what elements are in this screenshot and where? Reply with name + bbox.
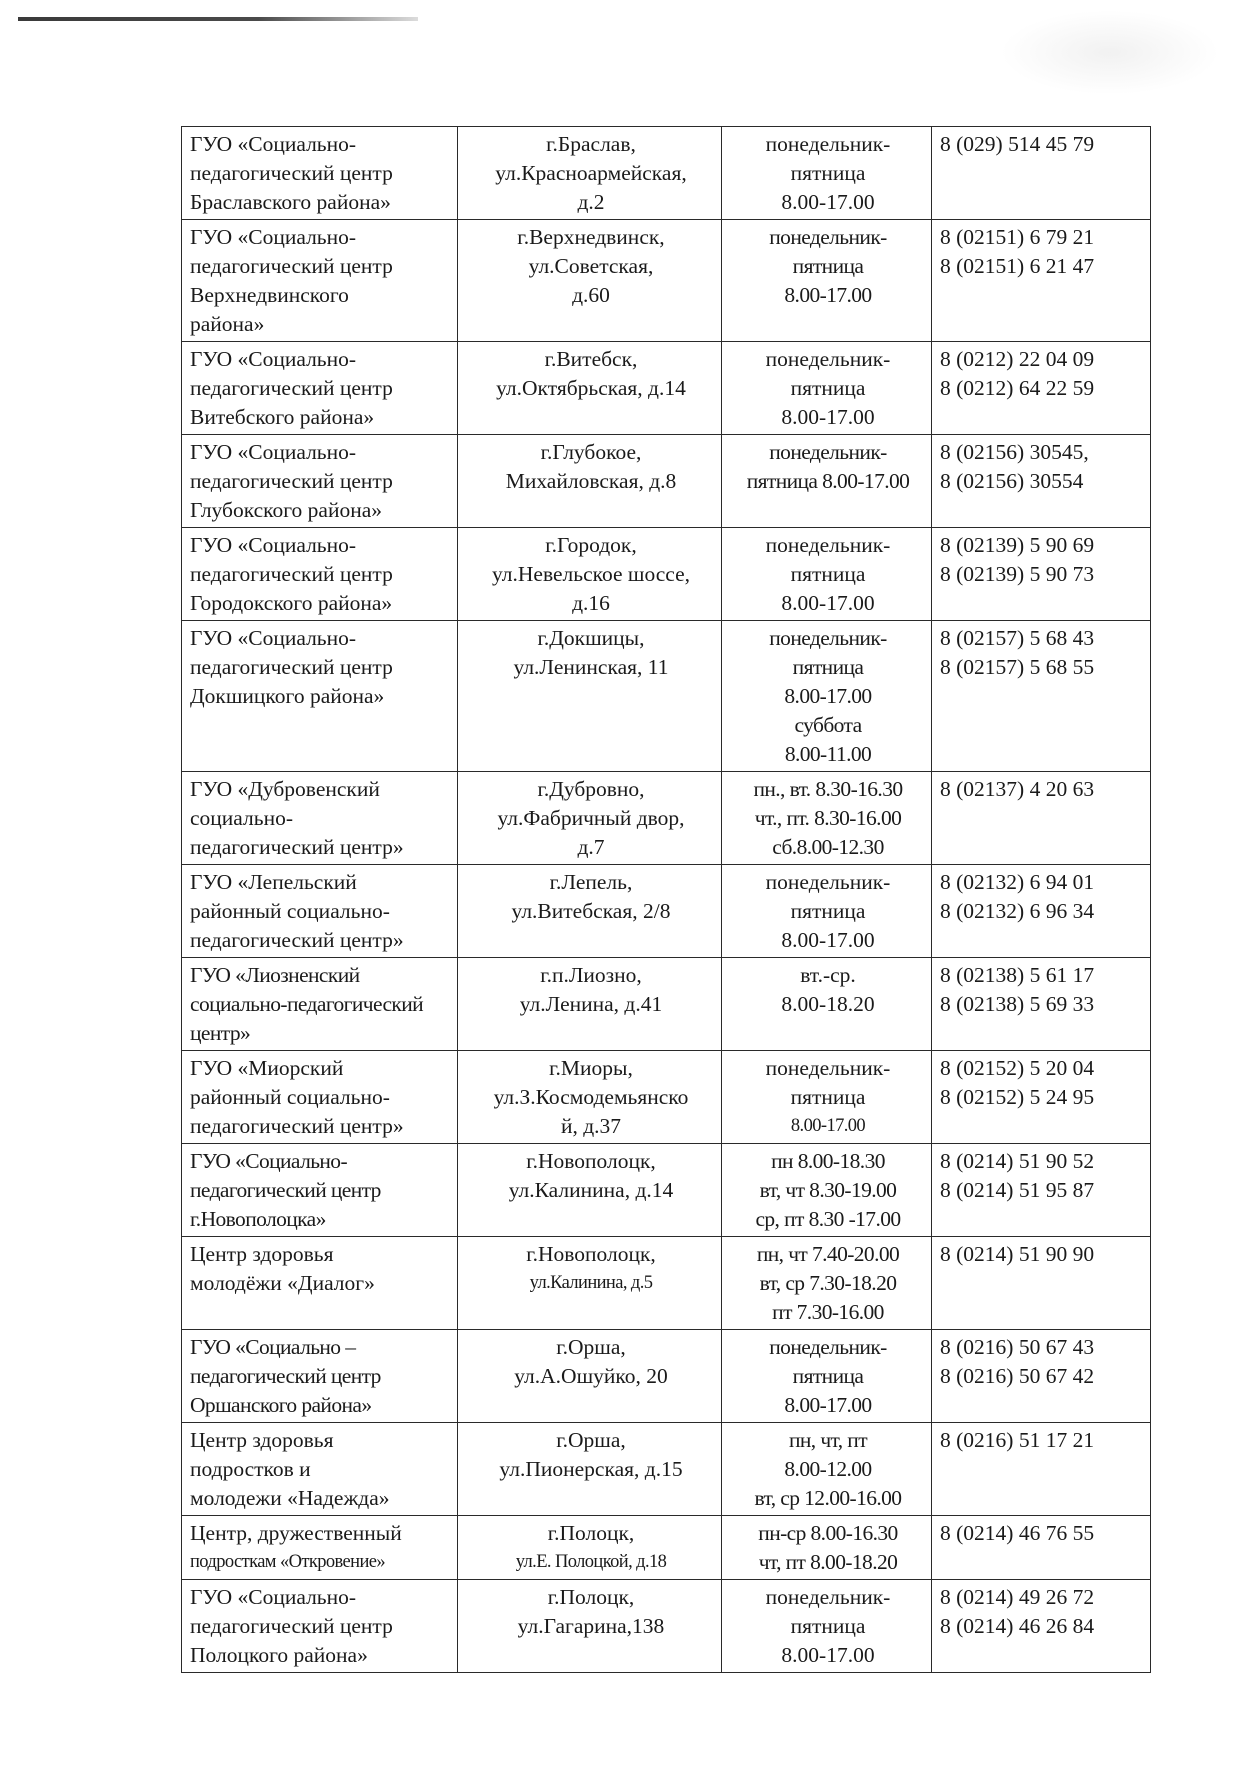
org-name-cell xyxy=(182,1580,458,1673)
org-name-line: ГУО «Социально- xyxy=(190,225,357,249)
org-name-line: педагогический центр» xyxy=(190,1114,404,1138)
table-row xyxy=(182,1580,1151,1673)
phone-line: 8 (02156) 30554 xyxy=(940,469,1084,493)
org-name-line: ГУО «Миорский xyxy=(190,1056,344,1080)
address-line: ул.Фабричный двор, xyxy=(497,806,685,830)
scan-edge-line xyxy=(18,17,418,21)
hours-cell xyxy=(722,1144,932,1237)
org-name-line: молодёжи «Диалог» xyxy=(190,1271,375,1295)
phone-line: 8 (02137) 4 20 63 xyxy=(940,777,1095,801)
address-line: ул.Калинина, д.14 xyxy=(508,1178,674,1202)
phone-cell xyxy=(932,1237,1151,1330)
phone-line: 8 (0216) 50 67 43 xyxy=(940,1335,1095,1359)
address-line: г.Новополоцк, xyxy=(526,1242,656,1266)
hours-cell xyxy=(722,1580,932,1673)
address-line: г.Витебск, xyxy=(544,347,638,371)
scan-smudge xyxy=(1000,10,1220,95)
hours-line: 8.00-17.00 xyxy=(781,591,875,615)
hours-line: 8.00-17.00 xyxy=(781,1643,875,1667)
org-name-line: Глубокского района» xyxy=(190,498,383,522)
hours-line: пн, чт, пт xyxy=(788,1428,867,1452)
phone-cell xyxy=(932,1144,1151,1237)
phone-line: 8 (0216) 50 67 42 xyxy=(940,1364,1095,1388)
table-row xyxy=(182,1330,1151,1423)
org-name-line: ГУО «Социально- xyxy=(190,1149,348,1173)
org-name-cell xyxy=(182,1330,458,1423)
address-cell xyxy=(458,958,722,1051)
address-line: д.60 xyxy=(572,283,610,307)
org-name-cell xyxy=(182,621,458,772)
address-line: ул.Ленина, д.41 xyxy=(519,992,663,1016)
org-name-line: ГУО «Социально- xyxy=(190,132,357,156)
org-name-cell xyxy=(182,435,458,528)
hours-line: пн 8.00-18.30 xyxy=(771,1149,885,1173)
org-name-line: педагогический центр xyxy=(190,655,393,679)
hours-cell xyxy=(722,220,932,342)
phone-line: 8 (02151) 6 79 21 xyxy=(940,225,1095,249)
table-row xyxy=(182,220,1151,342)
phone-line: 8 (02132) 6 96 34 xyxy=(940,899,1095,923)
hours-line: суббота xyxy=(794,713,862,737)
org-name-line: района» xyxy=(190,312,265,336)
address-line: г.Городок, xyxy=(545,533,637,557)
org-name-line: ГУО «Социально- xyxy=(190,440,357,464)
contacts-table xyxy=(181,126,1151,1673)
address-line: г.Браслав, xyxy=(546,132,636,156)
hours-line: пт 7.30-16.00 xyxy=(772,1300,884,1324)
address-line: г.п.Лиозно, xyxy=(540,963,642,987)
phone-line: 8 (0212) 64 22 59 xyxy=(940,376,1095,400)
org-name-line: педагогический центр xyxy=(190,562,393,586)
hours-line: понедельник- xyxy=(769,440,887,464)
address-line: г.Орша, xyxy=(556,1428,626,1452)
address-line: й, д.37 xyxy=(560,1114,622,1138)
org-name-line: Центр здоровья xyxy=(190,1242,334,1266)
hours-line: пн, чт 7.40-20.00 xyxy=(756,1242,900,1266)
hours-line: понедельник- xyxy=(769,225,887,249)
hours-line: понедельник- xyxy=(765,870,891,894)
hours-line: чт., пт. 8.30-16.00 xyxy=(754,806,902,830)
address-line: ул.Е. Полоцкой, д.18 xyxy=(515,1552,667,1572)
org-name-cell xyxy=(182,772,458,865)
hours-line: сб.8.00-12.30 xyxy=(772,835,884,859)
hours-line: ср, пт 8.30 -17.00 xyxy=(755,1207,901,1231)
phone-line: 8 (02157) 5 68 55 xyxy=(940,655,1095,679)
hours-line: 8.00-17.00 xyxy=(781,405,875,429)
address-line: ул.Витебская, 2/8 xyxy=(511,899,671,923)
hours-cell xyxy=(722,127,932,220)
address-line: ул.Ленинская, 11 xyxy=(513,655,669,679)
phone-line: 8 (02152) 5 24 95 xyxy=(940,1085,1095,1109)
phone-line: 8 (0214) 51 90 52 xyxy=(940,1149,1095,1173)
org-name-line: педагогический центр xyxy=(190,1178,381,1202)
hours-cell xyxy=(722,528,932,621)
phone-line: 8 (0214) 46 26 84 xyxy=(940,1614,1095,1638)
address-line: ул.Калинина, д.5 xyxy=(529,1273,653,1293)
hours-line: 8.00-17.00 xyxy=(784,283,872,307)
address-line: г.Новополоцк, xyxy=(526,1149,656,1173)
org-name-line: педагогический центр xyxy=(190,161,393,185)
org-name-line: подросткам «Откровение» xyxy=(190,1552,386,1572)
phone-line: 8 (02151) 6 21 47 xyxy=(940,254,1095,278)
hours-line: понедельник- xyxy=(765,347,891,371)
org-name-line: педагогический центр» xyxy=(190,928,404,952)
address-cell xyxy=(458,1051,722,1144)
address-cell xyxy=(458,528,722,621)
address-line: Михайловская, д.8 xyxy=(505,469,677,493)
hours-cell xyxy=(722,1051,932,1144)
address-line: ул.Октябрьская, д.14 xyxy=(496,376,686,400)
org-name-line: Витебского района» xyxy=(190,405,375,429)
phone-line: 8 (02132) 6 94 01 xyxy=(940,870,1095,894)
table-row xyxy=(182,1237,1151,1330)
address-cell xyxy=(458,1330,722,1423)
org-name-cell xyxy=(182,342,458,435)
address-line: г.Докшицы, xyxy=(537,626,645,650)
phone-cell xyxy=(932,772,1151,865)
table-row xyxy=(182,958,1151,1051)
org-name-line: ГУО «Лиозненский xyxy=(190,963,360,987)
table-row xyxy=(182,528,1151,621)
hours-line: пятница xyxy=(790,562,866,586)
org-name-line: Оршанского района» xyxy=(190,1393,372,1417)
hours-cell xyxy=(722,1516,932,1580)
contacts-table-body xyxy=(182,127,1151,1673)
org-name-line: г.Новополоцка» xyxy=(190,1207,326,1231)
address-line: ул.А.Ошуйко, 20 xyxy=(514,1364,668,1388)
hours-line: пятница xyxy=(792,655,864,679)
phone-line: 8 (02152) 5 20 04 xyxy=(940,1056,1095,1080)
org-name-line: районный социально- xyxy=(190,1085,390,1109)
org-name-line: ГУО «Социально- xyxy=(190,1585,357,1609)
hours-line: 8.00-17.00 xyxy=(781,190,875,214)
phone-line: 8 (0216) 51 17 21 xyxy=(940,1428,1095,1452)
org-name-line: социально-педагогический xyxy=(190,992,424,1016)
phone-cell xyxy=(932,342,1151,435)
hours-cell xyxy=(722,621,932,772)
hours-line: чт, пт 8.00-18.20 xyxy=(758,1550,898,1574)
address-cell xyxy=(458,127,722,220)
table-row xyxy=(182,127,1151,220)
hours-line: пятница xyxy=(790,899,866,923)
phone-line: 8 (02138) 5 69 33 xyxy=(940,992,1095,1016)
hours-line: понедельник- xyxy=(765,132,891,156)
address-line: г.Полоцк, xyxy=(547,1585,635,1609)
phone-cell xyxy=(932,1516,1151,1580)
org-name-line: педагогический центр» xyxy=(190,835,404,859)
hours-line: понедельник- xyxy=(765,1585,891,1609)
phone-cell xyxy=(932,1423,1151,1516)
hours-line: пятница xyxy=(790,1085,866,1109)
address-cell xyxy=(458,621,722,772)
org-name-cell xyxy=(182,1237,458,1330)
hours-line: понедельник- xyxy=(769,626,887,650)
hours-line: 8.00-18.20 xyxy=(781,992,875,1016)
address-cell xyxy=(458,435,722,528)
org-name-line: Центр, дружественный xyxy=(190,1521,402,1545)
org-name-line: молодежи «Надежда» xyxy=(190,1486,390,1510)
phone-line: 8 (0214) 51 95 87 xyxy=(940,1178,1095,1202)
address-cell xyxy=(458,1580,722,1673)
table-row xyxy=(182,621,1151,772)
org-name-line: Центр здоровья xyxy=(190,1428,334,1452)
table-row xyxy=(182,1051,1151,1144)
address-line: г.Лепель, xyxy=(549,870,633,894)
address-line: г.Глубокое, xyxy=(540,440,642,464)
hours-line: пятница xyxy=(792,254,864,278)
address-line: д.2 xyxy=(577,190,605,214)
hours-line: 8.00-11.00 xyxy=(784,742,872,766)
phone-cell xyxy=(932,435,1151,528)
table-row xyxy=(182,865,1151,958)
hours-line: вт, чт 8.30-19.00 xyxy=(759,1178,897,1202)
org-name-line: педагогический центр xyxy=(190,469,393,493)
org-name-line: ГУО «Лепельский xyxy=(190,870,357,894)
hours-line: понедельник- xyxy=(765,1056,891,1080)
phone-line: 8 (02156) 30545, xyxy=(940,440,1089,464)
hours-line: пн-ср 8.00-16.30 xyxy=(758,1521,898,1545)
address-line: г.Миоры, xyxy=(549,1056,633,1080)
phone-cell xyxy=(932,127,1151,220)
address-line: д.16 xyxy=(572,591,610,615)
org-name-line: педагогический центр xyxy=(190,376,393,400)
phone-cell xyxy=(932,1330,1151,1423)
org-name-cell xyxy=(182,127,458,220)
org-name-cell xyxy=(182,1144,458,1237)
phone-line: 8 (0214) 46 76 55 xyxy=(940,1521,1095,1545)
org-name-line: подростков и xyxy=(190,1457,311,1481)
hours-line: вт.-ср. xyxy=(800,963,856,987)
org-name-cell xyxy=(182,1051,458,1144)
org-name-line: районный социально- xyxy=(190,899,390,923)
hours-line: пятница xyxy=(790,376,866,400)
table-row xyxy=(182,772,1151,865)
address-line: г.Дубровно, xyxy=(537,777,645,801)
hours-cell xyxy=(722,435,932,528)
org-name-line: центр» xyxy=(190,1021,251,1045)
address-line: д.7 xyxy=(577,835,605,859)
table-row xyxy=(182,435,1151,528)
org-name-cell xyxy=(182,1423,458,1516)
address-line: ул.Советская, xyxy=(528,254,654,278)
phone-cell xyxy=(932,220,1151,342)
address-cell xyxy=(458,1516,722,1580)
address-cell xyxy=(458,865,722,958)
hours-line: пятница xyxy=(790,1614,866,1638)
phone-line: 8 (02139) 5 90 69 xyxy=(940,533,1095,557)
org-name-line: ГУО «Социально- xyxy=(190,626,357,650)
phone-cell xyxy=(932,528,1151,621)
table-row xyxy=(182,1144,1151,1237)
table-row xyxy=(182,1423,1151,1516)
org-name-line: педагогический центр xyxy=(190,1614,393,1638)
org-name-line: ГУО «Социально- xyxy=(190,347,357,371)
address-line: ул.Красноармейская, xyxy=(495,161,687,185)
org-name-cell xyxy=(182,1516,458,1580)
hours-line: 8.00-17.00 xyxy=(784,684,872,708)
org-name-line: Докшицкого района» xyxy=(190,684,385,708)
phone-line: 8 (0214) 49 26 72 xyxy=(940,1585,1095,1609)
org-name-line: педагогический центр xyxy=(190,254,393,278)
hours-line: пятница 8.00-17.00 xyxy=(746,469,910,493)
address-cell xyxy=(458,1423,722,1516)
hours-line: понедельник- xyxy=(765,533,891,557)
org-name-line: социально- xyxy=(190,806,293,830)
phone-line: 8 (0212) 22 04 09 xyxy=(940,347,1095,371)
phone-cell xyxy=(932,1051,1151,1144)
hours-line: 8.00-17.00 xyxy=(781,928,875,952)
hours-line: 8.00-17.00 xyxy=(784,1393,872,1417)
org-name-cell xyxy=(182,220,458,342)
org-name-line: педагогический центр xyxy=(190,1364,381,1388)
phone-cell xyxy=(932,958,1151,1051)
phone-cell xyxy=(932,1580,1151,1673)
address-cell xyxy=(458,772,722,865)
table-row xyxy=(182,342,1151,435)
hours-cell xyxy=(722,958,932,1051)
org-name-line: Браславского района» xyxy=(190,190,391,214)
hours-line: пятница xyxy=(792,1364,864,1388)
hours-cell xyxy=(722,772,932,865)
hours-line: понедельник- xyxy=(769,1335,887,1359)
table-row xyxy=(182,1516,1151,1580)
org-name-line: ГУО «Дубровенский xyxy=(190,777,380,801)
address-line: г.Полоцк, xyxy=(547,1521,635,1545)
address-cell xyxy=(458,1144,722,1237)
phone-cell xyxy=(932,621,1151,772)
phone-line: 8 (02138) 5 61 17 xyxy=(940,963,1095,987)
org-name-cell xyxy=(182,528,458,621)
address-cell xyxy=(458,220,722,342)
phone-line: 8 (02139) 5 90 73 xyxy=(940,562,1095,586)
hours-cell xyxy=(722,342,932,435)
hours-cell xyxy=(722,1330,932,1423)
address-line: ул.Пионерская, д.15 xyxy=(499,1457,683,1481)
org-name-line: ГУО «Социально – xyxy=(190,1335,356,1359)
hours-cell xyxy=(722,865,932,958)
address-cell xyxy=(458,342,722,435)
phone-cell xyxy=(932,865,1151,958)
org-name-line: ГУО «Социально- xyxy=(190,533,357,557)
org-name-line: Верхнедвинского xyxy=(190,283,349,307)
hours-line: пн., вт. 8.30-16.30 xyxy=(753,777,903,801)
hours-line: 8.00-12.00 xyxy=(784,1457,872,1481)
org-name-line: Полоцкого района» xyxy=(190,1643,368,1667)
address-line: ул.З.Космодемьянско xyxy=(493,1085,689,1109)
org-name-cell xyxy=(182,958,458,1051)
hours-line: вт, ср 12.00-16.00 xyxy=(754,1486,902,1510)
hours-line: пятница xyxy=(790,161,866,185)
address-line: ул.Гагарина,138 xyxy=(517,1614,665,1638)
address-line: ул.Невельское шоссе, xyxy=(491,562,690,586)
phone-line: 8 (02157) 5 68 43 xyxy=(940,626,1095,650)
address-line: г.Верхнедвинск, xyxy=(517,225,665,249)
phone-line: 8 (029) 514 45 79 xyxy=(940,132,1095,156)
address-cell xyxy=(458,1237,722,1330)
hours-cell xyxy=(722,1423,932,1516)
address-line: г.Орша, xyxy=(556,1335,626,1359)
hours-cell xyxy=(722,1237,932,1330)
phone-line: 8 (0214) 51 90 90 xyxy=(940,1242,1095,1266)
org-name-cell xyxy=(182,865,458,958)
hours-line: 8.00-17.00 xyxy=(790,1116,866,1136)
org-name-line: Городокского района» xyxy=(190,591,393,615)
hours-line: вт, ср 7.30-18.20 xyxy=(759,1271,897,1295)
